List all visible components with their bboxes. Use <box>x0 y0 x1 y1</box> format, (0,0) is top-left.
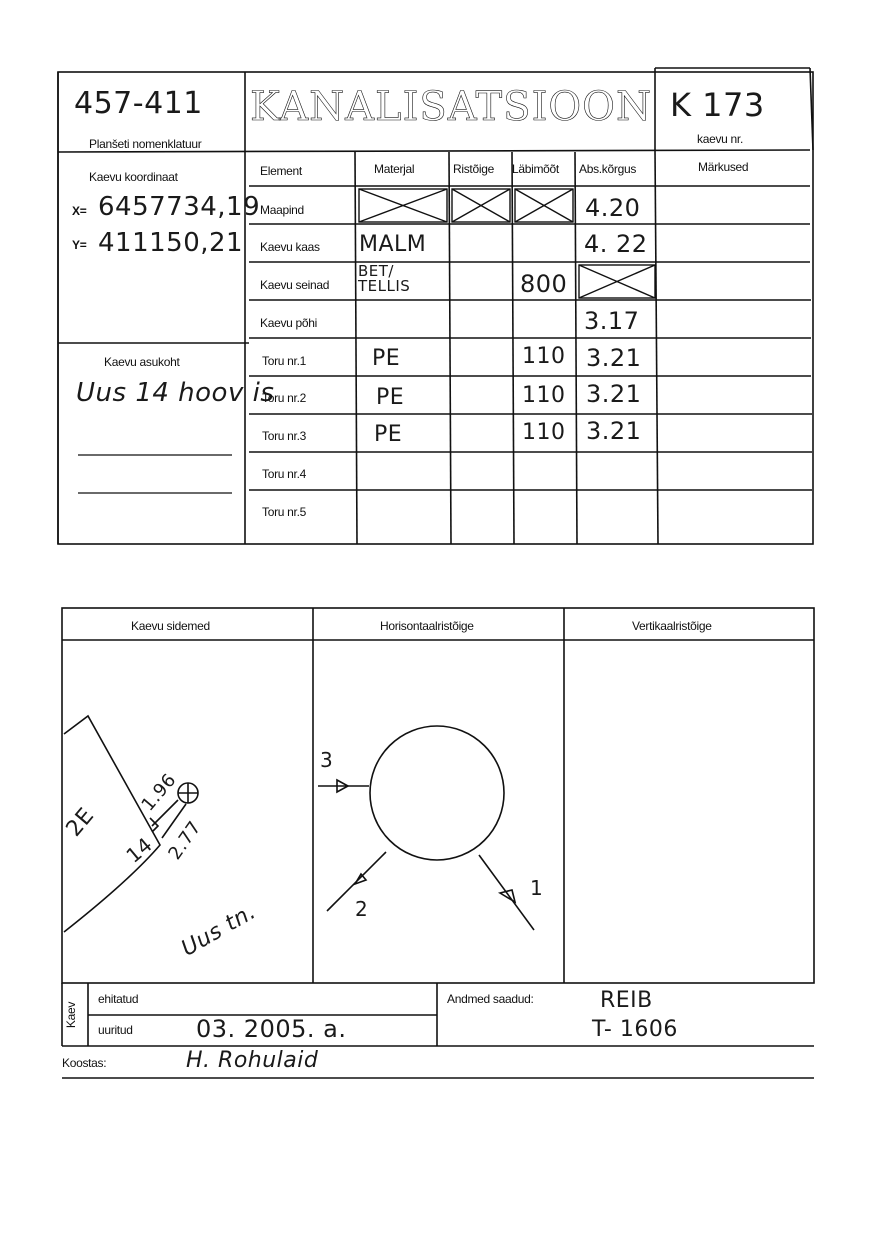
row-height: 3.21 <box>586 380 642 408</box>
row-height: 3.21 <box>586 417 642 445</box>
distance-2-label: 2.77 <box>164 817 206 864</box>
row-height: 4.20 <box>585 194 641 222</box>
x-coordinate-value: 6457734,19 <box>98 192 261 222</box>
row-diameter: 110 <box>522 344 566 369</box>
compiled-by-value: H. Rohulaid <box>186 1048 319 1073</box>
built-label: ehitatud <box>98 992 139 1006</box>
header-notes: Märkused <box>698 160 749 174</box>
y-prefix: Y= <box>72 238 87 252</box>
pipe-2-label: 2 <box>355 897 369 921</box>
row-element: Kaevu seinad <box>260 278 330 292</box>
nomenclature-label: Planšeti nomenklatuur <box>89 137 202 151</box>
row-material: PE <box>374 422 403 447</box>
row-height: 4. 22 <box>584 230 648 258</box>
row-diameter: 110 <box>522 420 566 445</box>
location-label: Kaevu asukoht <box>104 355 180 369</box>
data-received-label: Andmed saadud: <box>447 992 534 1006</box>
distance-1-label: 1.96 <box>137 769 181 816</box>
header-cross-section: Ristõige <box>453 162 494 176</box>
building-label: 2E <box>61 803 100 842</box>
row-height: 3.21 <box>586 344 642 372</box>
surveyed-label: uuritud <box>98 1023 133 1037</box>
ties-section-label: Kaevu sidemed <box>131 619 210 633</box>
street-label: Uus tn. <box>177 899 261 962</box>
y-coordinate-value: 411150,21 <box>98 228 244 258</box>
surveyed-value: 03. 2005. a. <box>196 1015 347 1043</box>
page-title: KANALISATSIOON <box>250 84 652 130</box>
header-abs-height: Abs.kõrgus <box>579 162 637 176</box>
row-material: PE <box>372 346 401 371</box>
coordinates-label: Kaevu koordinaat <box>89 170 178 184</box>
vertical-section-label: Vertikaalristõige <box>632 619 712 633</box>
header-element: Element <box>260 164 302 178</box>
house-number-label: 14 <box>121 832 158 868</box>
row-element: Toru nr.5 <box>262 505 306 519</box>
nomenclature-value: 457-411 <box>74 86 203 121</box>
row-material: BET/ TELLIS <box>358 262 411 295</box>
header-material: Materjal <box>374 162 415 176</box>
well-number-value: K 173 <box>670 86 765 124</box>
well-number-label: kaevu nr. <box>697 132 743 146</box>
row-element: Kaevu kaas <box>260 240 320 254</box>
row-element: Toru nr.2 <box>262 391 306 405</box>
row-element: Kaevu põhi <box>260 316 318 330</box>
location-value: Uus 14 hoov is <box>76 378 275 408</box>
row-height: 3.17 <box>584 307 640 335</box>
horizontal-section-label: Horisontaalristõige <box>380 619 474 633</box>
row-diameter: 110 <box>522 383 566 408</box>
pipe-1-label: 1 <box>530 876 544 900</box>
row-material: PE <box>376 385 405 410</box>
row-element: Maapind <box>260 203 304 217</box>
row-material: MALM <box>359 232 427 257</box>
data-received-value-1: REIB <box>600 988 653 1013</box>
row-element: Toru nr.1 <box>262 354 306 368</box>
x-prefix: X= <box>72 204 87 218</box>
pipe-3-label: 3 <box>320 748 334 772</box>
data-received-value-2: T- 1606 <box>592 1017 678 1042</box>
well-side-label: Kaev <box>64 1001 79 1029</box>
compiled-by-label: Koostas: <box>62 1056 107 1070</box>
header-diameter: Läbimõõt <box>512 162 559 176</box>
row-element: Toru nr.3 <box>262 429 306 443</box>
horizontal-section-sketch <box>318 726 534 930</box>
row-diameter: 800 <box>520 270 568 298</box>
row-element: Toru nr.4 <box>262 467 306 481</box>
